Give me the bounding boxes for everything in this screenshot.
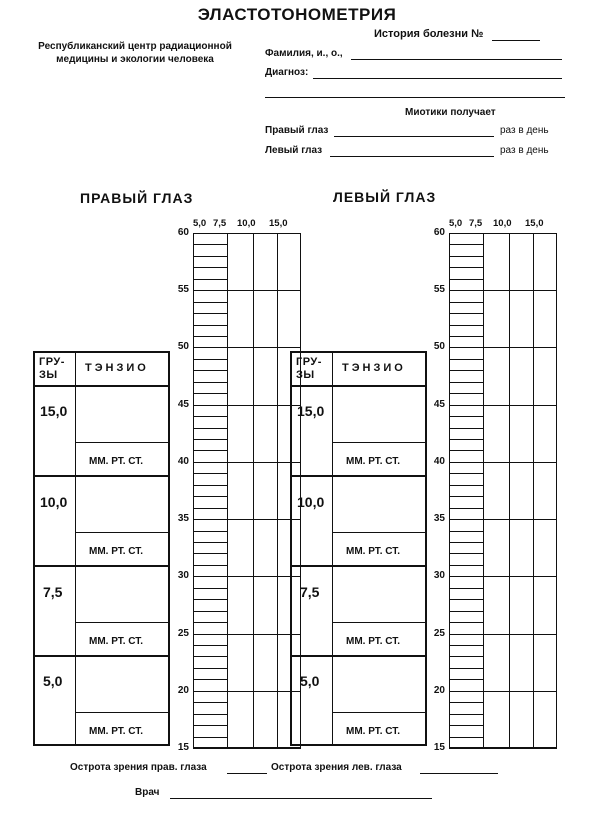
- scale-tick: [193, 622, 227, 623]
- right-eye-tension-scale[interactable]: [165, 218, 303, 778]
- weight-10: 10,0: [40, 494, 68, 510]
- scale-major-line: [193, 462, 301, 463]
- miotics-left-eye-field[interactable]: [330, 156, 494, 157]
- scale-tick: [193, 645, 227, 646]
- left-eye-tension-scale[interactable]: [421, 218, 559, 778]
- scale-tick: [449, 508, 483, 509]
- weights-header: ГРУ- ЗЫ: [39, 356, 65, 381]
- scale-tick: [449, 359, 483, 360]
- unit-mmhg: ММ. РТ. СТ.: [89, 546, 144, 557]
- scale-tick: [449, 267, 483, 268]
- scale-label: 40: [433, 455, 445, 467]
- scale-major-line: [193, 405, 301, 406]
- scale-label: 15: [433, 742, 445, 753]
- scale-tick: [449, 473, 483, 474]
- scale-tick: [449, 370, 483, 371]
- scale-tick: [193, 553, 227, 554]
- scale-tick: [449, 496, 483, 497]
- left-eye-title: ЛЕВЫЙ ГЛАЗ: [333, 189, 437, 205]
- scale-major-line: [193, 748, 301, 749]
- acuity-right-label: Острота зрения прав. глаза: [70, 762, 207, 773]
- scale-major-line: [193, 634, 301, 635]
- scale-major-line: [449, 462, 557, 463]
- weight-7-5: 7,5: [300, 584, 320, 600]
- scale-tick: [193, 542, 227, 543]
- weight-10: 10,0: [297, 494, 325, 510]
- acuity-right-field[interactable]: [227, 773, 267, 774]
- scale-label: 60: [433, 227, 445, 238]
- scale-column-divider: [277, 233, 278, 748]
- doctor-signature-field[interactable]: [170, 798, 432, 799]
- miotics-left-eye-label: Левый глаз: [265, 145, 323, 156]
- scale-tick: [193, 450, 227, 451]
- scale-tick: [193, 382, 227, 383]
- scale-tick: [449, 279, 483, 280]
- scale-major-line: [449, 405, 557, 406]
- scale-label: 50: [433, 341, 445, 353]
- scale-tick: [449, 325, 483, 326]
- scale-tick: [449, 336, 483, 337]
- scale-tick: [449, 702, 483, 703]
- scale-tick: [449, 588, 483, 589]
- scale-label: 15: [177, 742, 189, 753]
- scale-major-line: [449, 233, 557, 234]
- unit-mmhg: ММ. РТ. СТ.: [346, 636, 401, 647]
- tension-header: ТЭНЗИО: [85, 362, 149, 374]
- per-day-label-right: раз в день: [500, 125, 549, 136]
- scale-tick: [449, 485, 483, 486]
- scale-label: 25: [433, 627, 445, 639]
- scale-tick: [449, 313, 483, 314]
- scale-tick: [449, 725, 483, 726]
- scale-tick: [449, 611, 483, 612]
- scale-major-line: [193, 519, 301, 520]
- unit-mmhg: ММ. РТ. СТ.: [346, 726, 401, 737]
- scale-tick: [193, 359, 227, 360]
- scale-tick: [449, 382, 483, 383]
- scale-column-divider: [483, 233, 484, 748]
- scale-tick: [449, 737, 483, 738]
- history-label: История болезни №: [374, 28, 484, 40]
- scale-tick: [193, 714, 227, 715]
- scale-column-divider: [253, 233, 254, 748]
- scale-tick: [449, 679, 483, 680]
- weight-7-5: 7,5: [43, 584, 63, 600]
- weight-5: 5,0: [43, 673, 63, 689]
- scale-tick: [193, 668, 227, 669]
- scale-column-header: 15,0: [269, 218, 288, 229]
- scale-frame: [193, 233, 301, 748]
- scale-major-line: [449, 576, 557, 577]
- scale-tick: [449, 416, 483, 417]
- weight-15: 15,0: [40, 403, 68, 419]
- scale-tick: [449, 531, 483, 532]
- scale-label: 25: [177, 627, 189, 639]
- left-eye-tension-table: [290, 351, 427, 746]
- scale-frame: [449, 233, 557, 748]
- right-eye-tension-table: [33, 351, 170, 746]
- scale-tick: [449, 553, 483, 554]
- scale-tick: [193, 428, 227, 429]
- scale-major-line: [193, 233, 301, 234]
- unit-mmhg: ММ. РТ. СТ.: [346, 456, 401, 467]
- scale-column-header: 10,0: [237, 218, 256, 229]
- scale-major-line: [449, 691, 557, 692]
- scale-tick: [449, 393, 483, 394]
- weight-5: 5,0: [300, 673, 320, 689]
- unit-mmhg: ММ. РТ. СТ.: [346, 546, 401, 557]
- organization-name: Республиканский центр радиационной медицины и экологии человека: [38, 41, 232, 65]
- scale-tick: [193, 565, 227, 566]
- doctor-label: Врач: [135, 787, 160, 798]
- scale-tick: [193, 336, 227, 337]
- scale-major-line: [193, 576, 301, 577]
- scale-label: 50: [177, 341, 189, 353]
- scale-tick: [193, 370, 227, 371]
- scale-major-line: [193, 290, 301, 291]
- scale-column-divider: [533, 233, 534, 748]
- scale-tick: [193, 485, 227, 486]
- diagnosis-field-line-2[interactable]: [265, 97, 565, 98]
- scale-major-line: [449, 519, 557, 520]
- scale-major-line: [193, 691, 301, 692]
- unit-mmhg: ММ. РТ. СТ.: [89, 636, 144, 647]
- scale-tick: [449, 450, 483, 451]
- scale-tick: [449, 256, 483, 257]
- weights-header: ГРУ- ЗЫ: [296, 356, 322, 381]
- scale-major-line: [193, 347, 301, 348]
- diagnosis-label: Диагноз:: [265, 67, 309, 78]
- scale-tick: [449, 565, 483, 566]
- scale-tick: [449, 302, 483, 303]
- scale-tick: [193, 393, 227, 394]
- diagnosis-field[interactable]: [313, 78, 562, 79]
- scale-label: 20: [433, 684, 445, 696]
- scale-tick: [193, 473, 227, 474]
- form-title: ЭЛАСТОТОНОМЕТРИЯ: [197, 5, 397, 24]
- miotics-right-eye-field[interactable]: [334, 136, 494, 137]
- scale-tick: [193, 267, 227, 268]
- scale-tick: [193, 279, 227, 280]
- miotics-right-eye-label: Правый глаз: [265, 125, 329, 136]
- scale-label: 40: [177, 455, 189, 467]
- scale-major-line: [449, 347, 557, 348]
- scale-label: 35: [177, 513, 189, 525]
- name-field[interactable]: [351, 59, 562, 60]
- scale-tick: [193, 416, 227, 417]
- scale-major-line: [449, 634, 557, 635]
- scale-tick: [193, 656, 227, 657]
- acuity-left-label: Острота зрения лев. глаза: [271, 762, 402, 773]
- history-number-field[interactable]: [492, 40, 540, 41]
- scale-tick: [449, 714, 483, 715]
- scale-tick: [449, 622, 483, 623]
- scale-tick: [193, 599, 227, 600]
- scale-tick: [193, 611, 227, 612]
- weight-15: 15,0: [297, 403, 325, 419]
- scale-tick: [449, 542, 483, 543]
- scale-column-header: 5,0: [449, 218, 463, 229]
- scale-column-header: 7,5: [213, 218, 227, 229]
- scale-tick: [193, 679, 227, 680]
- scale-column-header: 10,0: [493, 218, 512, 229]
- scale-label: 35: [433, 513, 445, 525]
- acuity-left-field[interactable]: [420, 773, 498, 774]
- scale-label: 20: [177, 684, 189, 696]
- scale-tick: [449, 244, 483, 245]
- scale-tick: [193, 737, 227, 738]
- miotics-label: Миотики получает: [405, 107, 496, 118]
- scale-tick: [193, 508, 227, 509]
- scale-tick: [449, 439, 483, 440]
- scale-tick: [449, 645, 483, 646]
- scale-tick: [193, 702, 227, 703]
- scale-tick: [193, 244, 227, 245]
- scale-tick: [193, 256, 227, 257]
- scale-tick: [193, 725, 227, 726]
- scale-tick: [193, 313, 227, 314]
- scale-tick: [193, 531, 227, 532]
- scale-column-divider: [509, 233, 510, 748]
- scale-column-header: 7,5: [469, 218, 483, 229]
- scale-column-divider: [227, 233, 228, 748]
- scale-tick: [193, 588, 227, 589]
- scale-tick: [449, 668, 483, 669]
- scale-label: 45: [433, 398, 445, 410]
- scale-column-header: 5,0: [193, 218, 207, 229]
- scale-label: 30: [177, 570, 189, 582]
- scale-label: 55: [433, 284, 445, 296]
- scale-tick: [193, 325, 227, 326]
- per-day-label-left: раз в день: [500, 145, 549, 156]
- unit-mmhg: ММ. РТ. СТ.: [89, 726, 144, 737]
- scale-column-header: 15,0: [525, 218, 544, 229]
- scale-tick: [193, 302, 227, 303]
- scale-label: 45: [177, 398, 189, 410]
- scale-label: 55: [177, 284, 189, 296]
- scale-tick: [193, 496, 227, 497]
- right-eye-title: ПРАВЫЙ ГЛАЗ: [80, 190, 194, 206]
- scale-tick: [449, 656, 483, 657]
- unit-mmhg: ММ. РТ. СТ.: [89, 456, 144, 467]
- scale-label: 30: [433, 570, 445, 582]
- scale-major-line: [449, 748, 557, 749]
- name-label: Фамилия, и., о.,: [265, 48, 343, 59]
- scale-major-line: [449, 290, 557, 291]
- tension-header: ТЭНЗИО: [342, 362, 406, 374]
- scale-tick: [449, 599, 483, 600]
- scale-tick: [449, 428, 483, 429]
- scale-label: 60: [177, 227, 189, 238]
- scale-tick: [193, 439, 227, 440]
